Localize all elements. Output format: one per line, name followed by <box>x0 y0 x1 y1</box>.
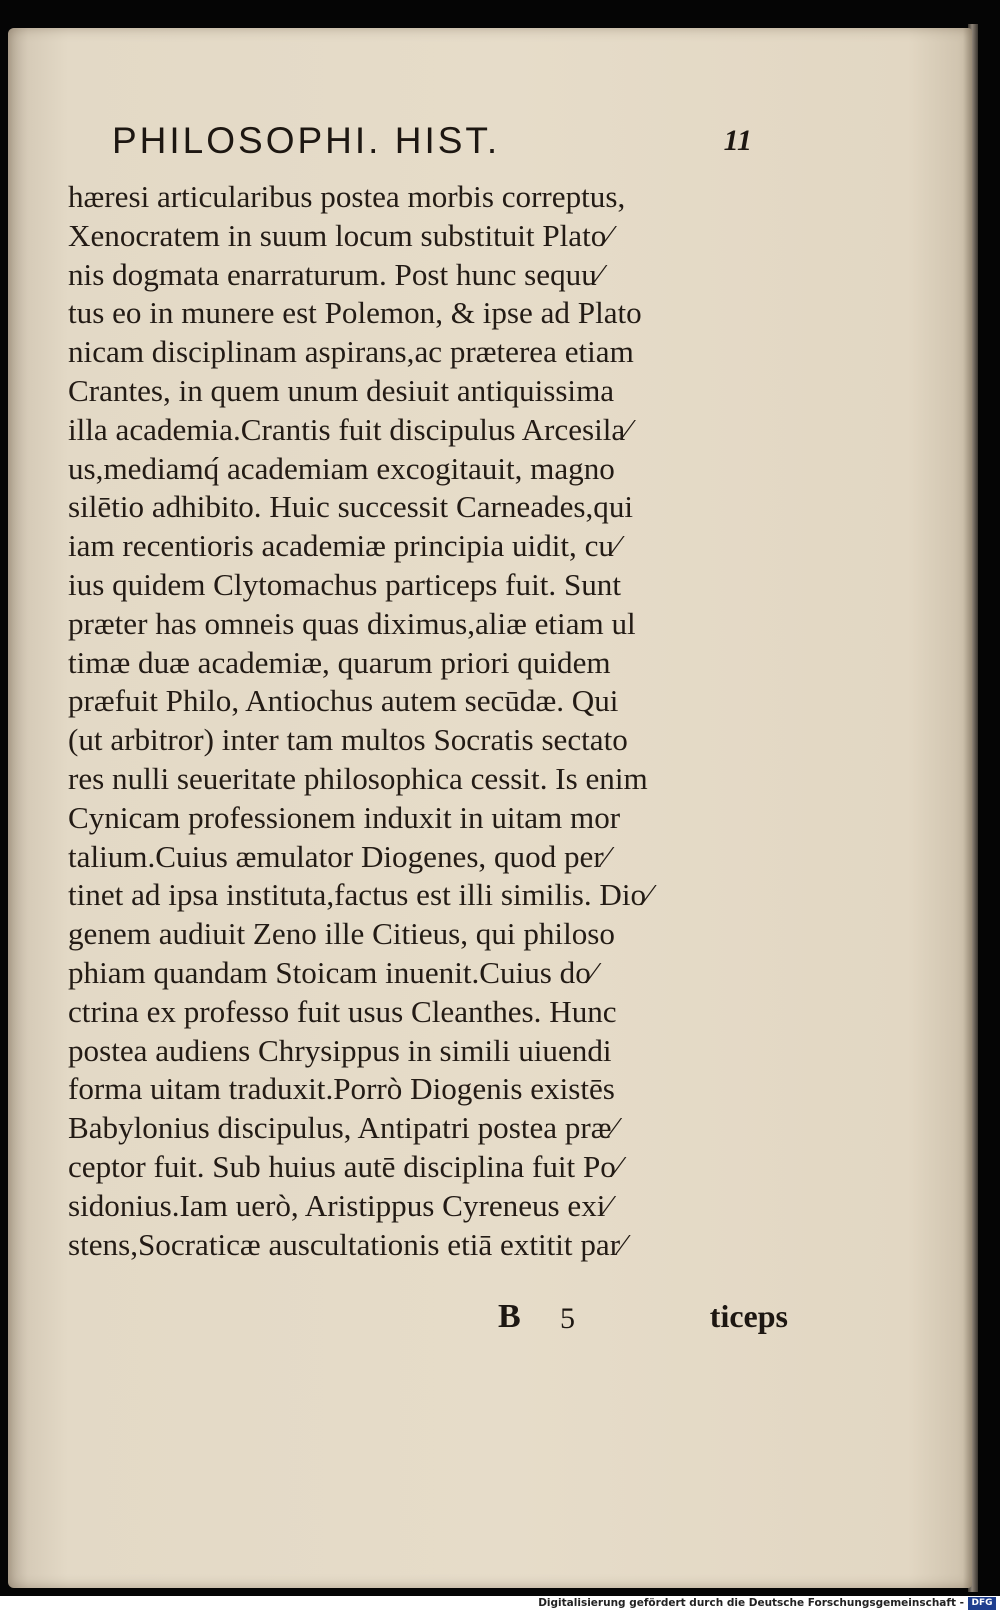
text-line: (ut arbitror) inter tam multos Socratis sectato <box>68 722 628 758</box>
text-line: præter has omneis quas diximus,aliæ etiam ul <box>68 605 636 641</box>
credit-bar <box>0 1596 1000 1612</box>
text-line: Babylonius discipulus, Antipatri postea præ⁄ <box>68 1110 617 1146</box>
text-line: Cynicam professionem induxit in uitam mor <box>68 799 621 835</box>
text-line: genem audiuit Zeno ille Citieus, qui philoso <box>68 916 615 952</box>
text-line: sidonius.Iam uerò, Aristippus Cyreneus exi⁄ <box>68 1187 611 1223</box>
text-line: silētio adhibito. Huic successit Carneades,qui <box>68 489 634 525</box>
body-text <box>68 178 788 1264</box>
digitization-credit: Digitalisierung gefördert durch die Deutsche Forschungsgemeinschaft - <box>538 1597 964 1609</box>
folio-number: 11 <box>723 124 752 157</box>
text-line: nicam disciplinam aspirans,ac præterea etiam <box>68 334 634 370</box>
text-line: præfuit Philo, Antiochus autem secūdæ. Qui <box>68 683 619 719</box>
page-header <box>112 120 752 170</box>
text-line: ius quidem Clytomachus particeps fuit. Sunt <box>68 566 621 602</box>
text-line: us,mediamq́ academiam excogitauit, magno <box>68 450 615 486</box>
text-line: iam recentioris academiæ principia uidit, cu⁄ <box>68 528 620 564</box>
signature-mark: B <box>498 1298 521 1335</box>
text-line: nis dogmata enarraturum. Post hunc sequu⁄ <box>68 256 602 292</box>
text-line: tus eo in munere est Polemon, & ipse ad Plato <box>68 295 642 331</box>
text-line: illa academia.Crantis fuit discipulus Arcesila⁄ <box>68 411 631 447</box>
text-line: forma uitam traduxit.Porrò Diogenis existēs <box>68 1071 615 1107</box>
text-line: Crantes, in quem unum desiuit antiquissima <box>68 372 615 408</box>
page-footer <box>68 1298 788 1338</box>
text-line: talium.Cuius æmulator Diogenes, quod per⁄ <box>68 838 609 874</box>
running-title: PHILOSOPHI. HIST. <box>112 120 501 161</box>
text-line: Xenocratem in suum locum substituit Plato⁄ <box>68 217 612 253</box>
text-line: stens,Socraticæ auscultationis etiā extitit par⁄ <box>68 1226 626 1262</box>
text-line: res nulli seueritate philosophica cessit. Is enim <box>68 760 648 796</box>
signature-number: 5 <box>560 1302 575 1335</box>
text-line: ceptor fuit. Sub huius autē disciplina fuit Po⁄ <box>68 1148 621 1184</box>
text-line: ctrina ex professo fuit usus Cleanthes. Hunc <box>68 993 617 1029</box>
text-line: postea audiens Chrysippus in simili uiuendi <box>68 1032 612 1068</box>
text-line: timæ duæ academiæ, quarum priori quidem <box>68 644 611 680</box>
dfg-logo-icon: DFG <box>968 1597 996 1610</box>
catchword: ticeps <box>709 1298 788 1334</box>
text-line: phiam quandam Stoicam inuenit.Cuius do⁄ <box>68 954 596 990</box>
text-line: tinet ad ipsa instituta,factus est illi similis. Dio⁄ <box>68 877 652 913</box>
text-line: hæresi articularibus postea morbis correptus, <box>68 179 626 214</box>
